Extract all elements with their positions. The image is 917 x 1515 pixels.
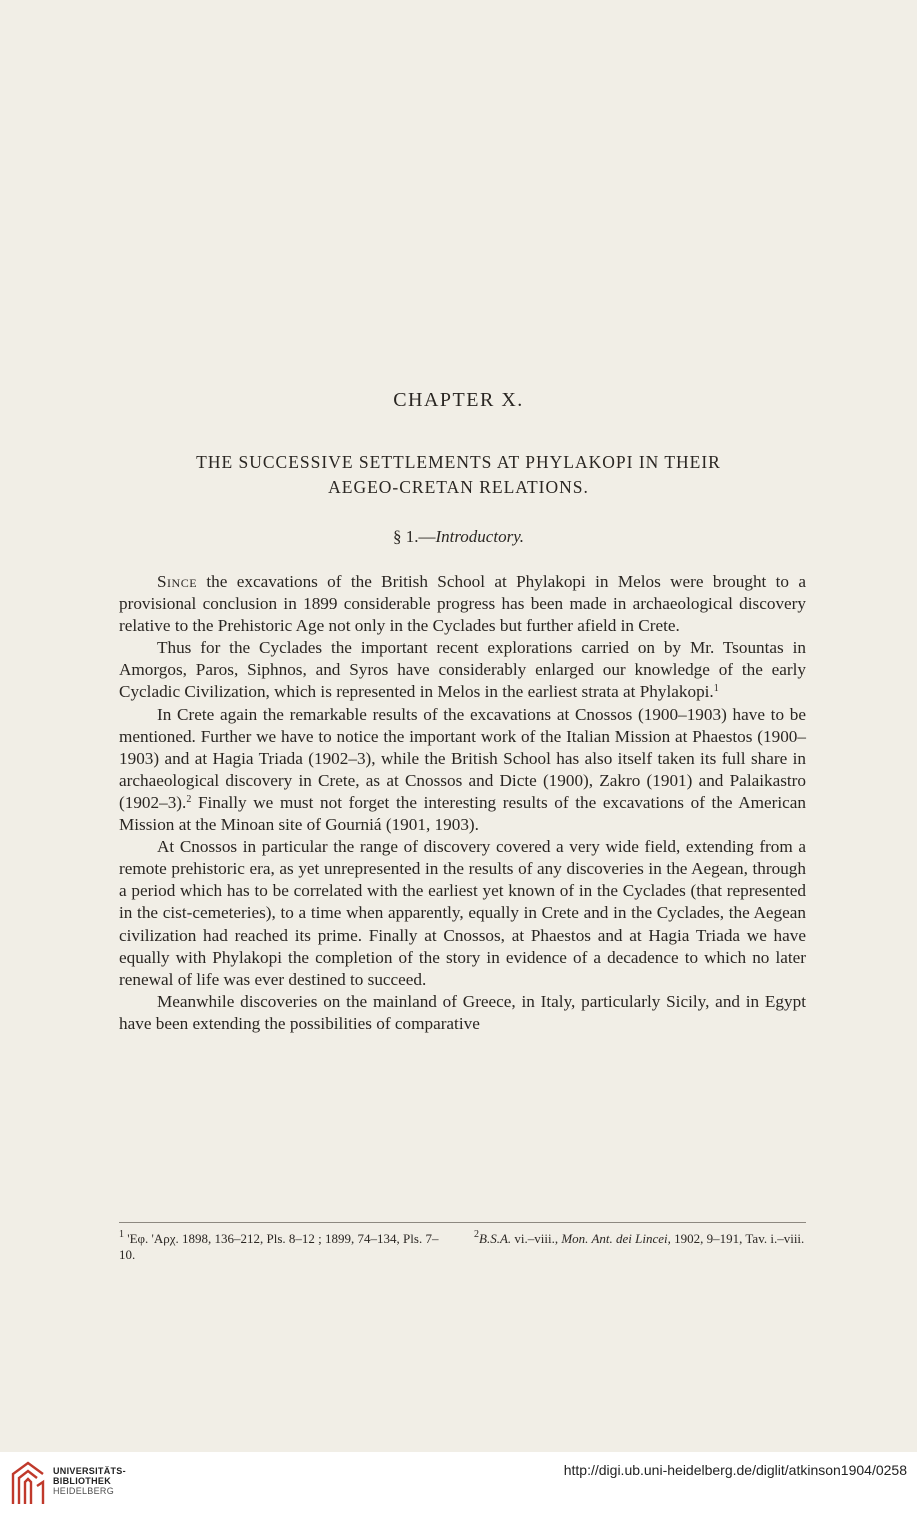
footnote-journal: B.S.A. <box>479 1231 512 1246</box>
paragraph-5 <box>119 991 806 1035</box>
chapter-title-line-1: THE SUCCESSIVE SETTLEMENTS AT PHYLAKOPI IN THEIR <box>196 452 721 472</box>
paragraph-text: In Crete again the remarkable results of the excavations at Cnossos (1900–1903) have to be mentioned. Further we have to notice the important work of the Italian Mission at Phaestos (1900–1903) and at Hagia Triada (1902–3), while the British School has also itself taken its full share in archaeological discovery in Crete, as at Cnossos and Dicte (1900), Zakro (1901) and Palaikastro (1902–3). <box>119 704 806 812</box>
paragraph-text-continued: Finally we must not forget the interesting results of the excavations of the American Mission at the Minoan site of Gourniá (1901, 1903). <box>119 792 806 835</box>
footnote-journal-2: Mon. Ant. dei Lincei, <box>561 1231 671 1246</box>
paragraph-text: the excavations of the British School at Phylakopi in Melos were brought to a provisional conclusion in 1899 considerable progress has been made in archaeological discovery relative to the Prehistoric Age not only in the Cyclades but further afield in Crete. <box>119 572 806 636</box>
paragraph-3 <box>119 704 806 837</box>
footnotes <box>119 1231 806 1263</box>
footnote-ref-1[interactable]: 1 <box>713 683 719 695</box>
library-name-line-3: HEIDELBERG <box>53 1486 115 1496</box>
footnote-text: 'Εφ. 'Αρχ. 1898, 136–212, Pls. 8–12 ; 1899, 74–134, Pls. 7–10. <box>119 1231 439 1262</box>
paragraph-lead-word: Since <box>157 572 198 591</box>
university-library-logo-icon <box>10 1460 46 1506</box>
footnote-text-tail: 1902, 9–191, Tav. i.–viii. <box>670 1231 805 1246</box>
footnote-ref-2[interactable]: 2 <box>186 793 192 805</box>
footnote-1 <box>119 1231 449 1263</box>
source-url-link[interactable]: http://digi.ub.uni-heidelberg.de/diglit/atkinson1904/0258 <box>563 1462 907 1478</box>
footnote-divider <box>119 1222 806 1223</box>
body-text <box>119 571 806 1035</box>
section-symbol: § 1.— <box>392 527 436 546</box>
footnote-text: vi.–viii., <box>511 1231 562 1246</box>
digitization-footer <box>0 1452 917 1515</box>
paragraph-text: At Cnossos in particular the range of discovery covered a very wide field, extending from a remote prehistoric era, as yet unrepresented in the results of any discoveries in the Aegean, through a period which has to be correlated with the earliest yet known of in the Cyclades (that represented in the cist-cemeteries), to a time when apparently, equally in Crete and in the Cyclades, the Aegean civilization had reached its prime. Finally at Cnossos, at Phaestos and at Hagia Triada we have equally with Phylakopi the completion of the story in evidence of a decadence to which no later renewal of life was ever destined to succeed. <box>119 837 806 989</box>
paragraph-2 <box>119 637 806 703</box>
section-name: Introductory. <box>435 527 525 546</box>
library-name-line-1: UNIVERSITÄTS- <box>53 1466 126 1476</box>
paragraph-4 <box>119 836 806 991</box>
footnote-2 <box>474 1231 806 1263</box>
bleed-through-text <box>120 150 124 168</box>
library-name <box>53 1466 126 1496</box>
chapter-title <box>110 450 807 500</box>
chapter-title-line-2: AEGEO-CRETAN RELATIONS. <box>328 477 589 497</box>
paragraph-text: Thus for the Cyclades the important recent explorations carried on by Mr. Tsountas in Amorgos, Paros, Siphnos, and Syros have considerably enlarged our knowledge of the early Cycladic Civilization, which is represented in Melos in the earliest strata at Phylakopi. <box>119 638 806 702</box>
paragraph-text: Meanwhile discoveries on the mainland of Greece, in Italy, particularly Sicily, and in Egypt have been extending the possibilities of comparative <box>119 991 806 1033</box>
library-name-line-2: BIBLIOTHEK <box>53 1476 111 1486</box>
section-heading <box>0 527 917 547</box>
chapter-heading: CHAPTER X. <box>393 389 524 411</box>
footnote-mark: 2 <box>474 1229 479 1240</box>
paragraph-1 <box>119 571 806 637</box>
footnote-mark: 1 <box>119 1229 124 1240</box>
